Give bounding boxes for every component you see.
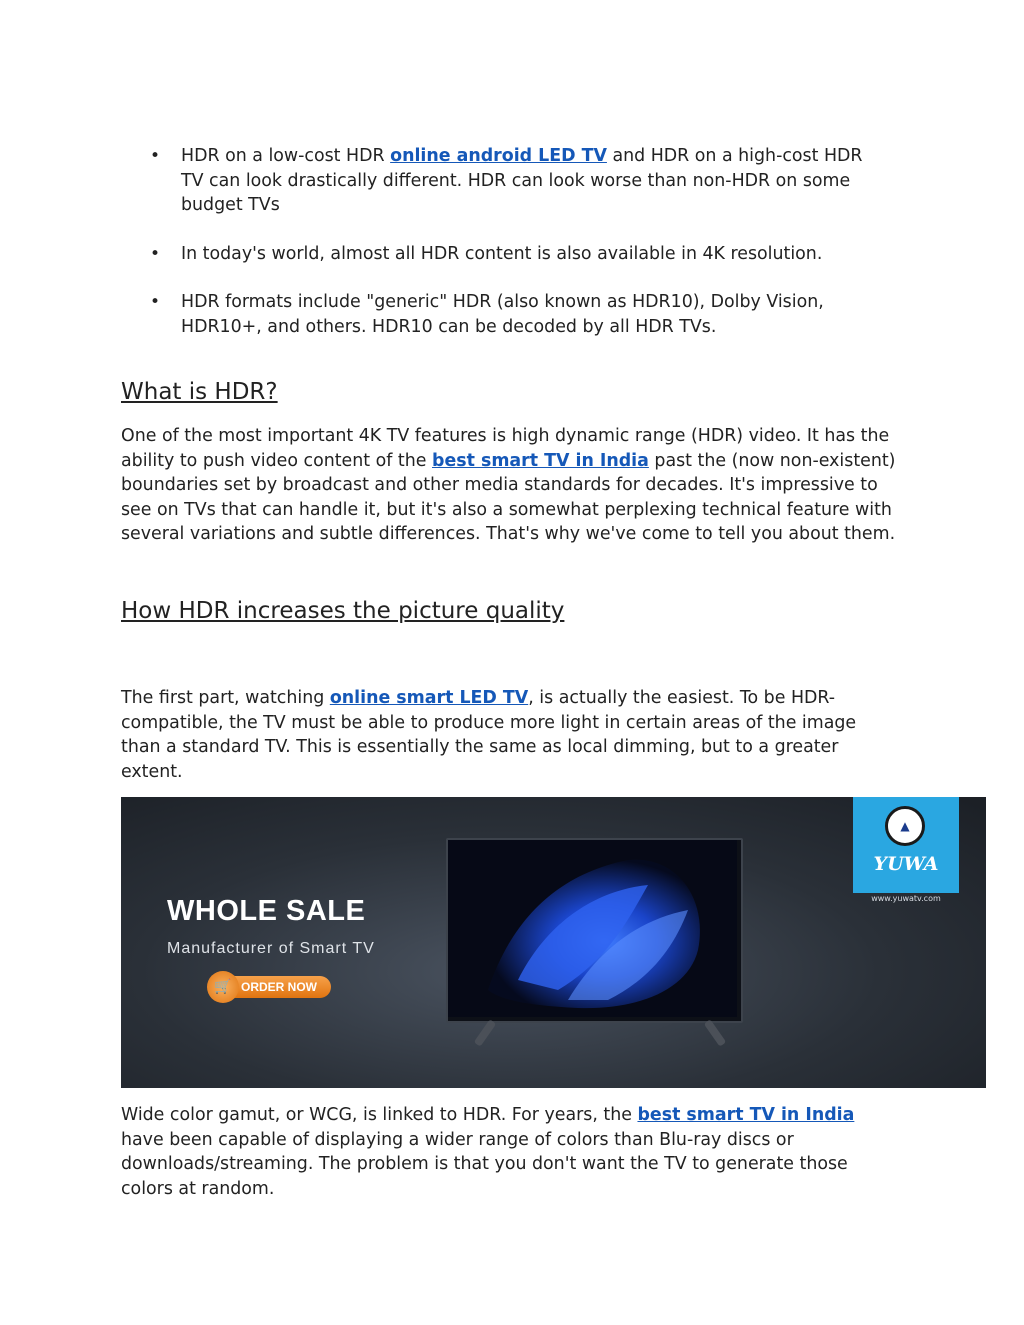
paragraph-text: , is actually the easiest. To be HDR-compatible, the TV must be able to produce more light in certain areas of the image than a standard TV. This is essentially the same as local dimming, but to a greater extent. — [121, 688, 857, 782]
paragraph-text: The first part, watching — [121, 688, 330, 708]
link-online-smart-led-tv[interactable]: online smart LED TV — [329, 688, 529, 708]
paragraph-what-is-hdr — [121, 424, 911, 547]
link-online-android-led-tv[interactable]: online android LED TV — [390, 146, 607, 166]
list-item — [150, 242, 890, 267]
bullet-list — [150, 144, 890, 364]
logo-text: YUWA — [873, 853, 939, 875]
tv-stand-right — [704, 1019, 727, 1047]
logo-emblem-icon: ▲ — [885, 806, 925, 846]
tv-wallpaper-graphic — [448, 840, 737, 1017]
bullet-text: HDR formats include "generic" HDR (also known as HDR10), Dolby Vision, HDR10+, and others. HDR10 can be decoded by all HDR TVs. — [181, 292, 824, 337]
bullet-text: and HDR on a high-cost HDR TV can look drastically different. HDR can look worse than non-HDR on some budget TVs — [181, 146, 863, 216]
bullet-text: HDR on a low-cost HDR — [181, 146, 391, 166]
tv-stand-left — [474, 1019, 497, 1047]
link-best-smart-tv-in-india-2[interactable]: best smart TV in India — [637, 1105, 855, 1125]
banner-subtitle: Manufacturer of Smart TV — [167, 940, 375, 957]
bullet-text: In today's world, almost all HDR content is also available in 4K resolution. — [181, 243, 823, 264]
logo-url: www.yuwatv.com — [871, 894, 941, 903]
list-item — [150, 290, 890, 339]
cart-icon: 🛒 — [207, 971, 239, 1003]
heading-what-is-hdr: What is HDR? — [121, 379, 278, 405]
heading-how-hdr-increases: How HDR increases the picture quality — [121, 598, 565, 624]
link-best-smart-tv-in-india[interactable]: best smart TV in India — [432, 450, 649, 471]
paragraph-text: One of the most important 4K TV features is high dynamic range (HDR) video. It has the ability to push video content of the — [121, 426, 890, 471]
promo-banner-image[interactable] — [121, 797, 986, 1088]
paragraph-text: past the (now non-existent) boundaries set by broadcast and other media standards for decades. It's impressive to see on TVs that can handle it, but it's also a somewhat perplexing technical feature with several variations and subtle differences. That's why we've come to tell you about them. — [121, 450, 896, 545]
paragraph-text: Wide color gamut, or WCG, is linked to HDR. For years, the — [121, 1105, 638, 1125]
order-now-button[interactable]: ORDER NOW — [211, 976, 331, 998]
list-item — [150, 144, 890, 218]
banner-title: WHOLE SALE — [167, 895, 366, 927]
paragraph-wide-color-gamut — [121, 1103, 901, 1201]
paragraph-how-hdr — [121, 686, 891, 784]
paragraph-text: have been capable of displaying a wider range of colors than Blu-ray discs or downloads/streaming. The problem is that you don't want the TV to generate those colors at random. — [121, 1129, 848, 1199]
tv-image — [446, 838, 743, 1023]
brand-logo — [853, 797, 959, 893]
